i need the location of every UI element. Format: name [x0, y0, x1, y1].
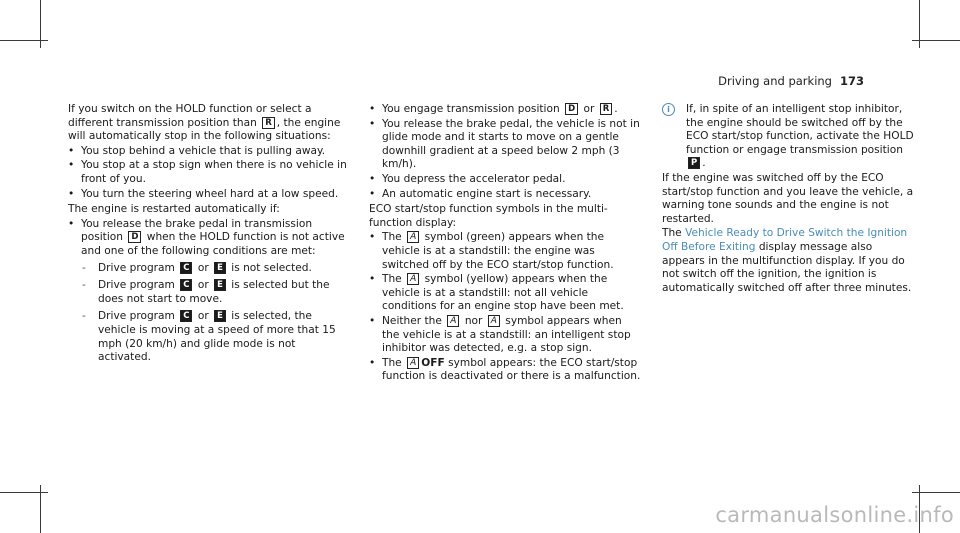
sub-list-item: - Drive program C or E is not selected. — [68, 262, 348, 276]
transmission-p-key: P — [688, 157, 700, 169]
list-item: • The A symbol (green) appears when the vehicle is at a standstill: the engine was switched off by the ECO start/stop function. — [369, 231, 641, 272]
column-1 — [68, 103, 348, 369]
list-item: • An automatic engine start is necessary. — [369, 188, 641, 202]
list-item: • You release the brake pedal, the vehicle is not in glide mode and it starts to move on a gentle downhill gradient at a speed below 2 mph (3 km/h). — [369, 118, 641, 172]
transmission-r-key: R — [600, 103, 613, 115]
list-item: • You stop at a stop sign when there is no vehicle in front of you. — [68, 159, 348, 186]
transmission-r-key: R — [262, 117, 275, 129]
crop-mark — [912, 492, 960, 493]
sub-list-item: - Drive program C or E is selected, the vehicle is moving at a speed of more that 15 mph (20 km/h) and glide mode is not activated. — [68, 310, 348, 364]
list-item: • The A symbol (yellow) appears when the vehicle is at a standstill: not all vehicle conditions for an engine stop have been met. — [369, 273, 641, 314]
eco-start-stop-crossed-icon: A — [488, 315, 500, 327]
display-message-text: Vehicle Ready to Drive Switch the Ignition Off Before Exiting — [662, 227, 908, 253]
list-item: • The A OFF symbol appears: the ECO start/stop function is deactivated or there is a malfunction. — [369, 357, 641, 384]
info-icon: i — [662, 103, 675, 116]
drive-program-e-key: E — [214, 279, 226, 291]
watermark: carmanualsonline.info — [715, 503, 954, 527]
list-item: • You release the brake pedal in transmission position D when the HOLD function is not active and one of the following conditions are met: — [68, 218, 348, 259]
page-number: 173 — [839, 74, 864, 88]
list-item: • You stop behind a vehicle that is pulling away. — [68, 145, 348, 159]
crop-mark — [0, 492, 48, 493]
info-note: i If, in spite of an intelligent stop inhibitor, the engine should be switched off by the ECO start/stop function, activate the HOLD function or engage transmission position P . — [662, 103, 918, 171]
list-item: • Neither the A nor A symbol appears when the vehicle is at a standstill: an intelligent stop inhibitor was detected, e.g. a stop sign. — [369, 315, 641, 356]
crop-mark — [912, 40, 960, 41]
drive-program-c-key: C — [180, 262, 192, 274]
drive-program-c-key: C — [180, 279, 192, 291]
crop-mark — [0, 40, 48, 41]
warning-paragraph: If the engine was switched off by the ECO start/stop function and you leave the vehicle, a warning tone sounds and the engine is not restarted. — [662, 171, 914, 225]
transmission-d-key: D — [128, 231, 141, 243]
display-message-paragraph: The Vehicle Ready to Drive Switch the Ignition Off Before Exiting display message also appears in the multifunction display. If you do not switch off the ignition, the ignition is automatically switched off after three minutes. — [662, 227, 912, 294]
symbols-intro: ECO start/stop function symbols in the multi-function display: — [369, 203, 608, 229]
drive-program-e-key: E — [214, 310, 226, 322]
column-3 — [662, 103, 918, 296]
eco-start-stop-icon: A — [407, 231, 419, 243]
intro-paragraph: If you switch on the HOLD function or select a different transmission position than R , the engine will automatically stop in the following situations: — [68, 103, 341, 143]
list-item: • You turn the steering wheel hard at a low speed. — [68, 188, 348, 202]
transmission-d-key: D — [565, 103, 578, 115]
list-item: • You depress the accelerator pedal. — [369, 173, 641, 187]
drive-program-c-key: C — [180, 310, 192, 322]
restart-heading: The engine is restarted automatically if: — [68, 203, 280, 216]
eco-start-stop-icon: A — [447, 315, 459, 327]
list-item: • You engage transmission position D or R . — [369, 103, 641, 117]
section-title: Driving and parking — [718, 74, 832, 88]
eco-start-stop-crossed-icon: A — [407, 273, 419, 285]
drive-program-e-key: E — [214, 262, 226, 274]
page-header — [718, 74, 864, 88]
column-2 — [369, 103, 641, 385]
sub-list-item: - Drive program C or E is selected but the does not start to move. — [68, 279, 348, 306]
eco-start-stop-icon: A — [407, 357, 419, 369]
